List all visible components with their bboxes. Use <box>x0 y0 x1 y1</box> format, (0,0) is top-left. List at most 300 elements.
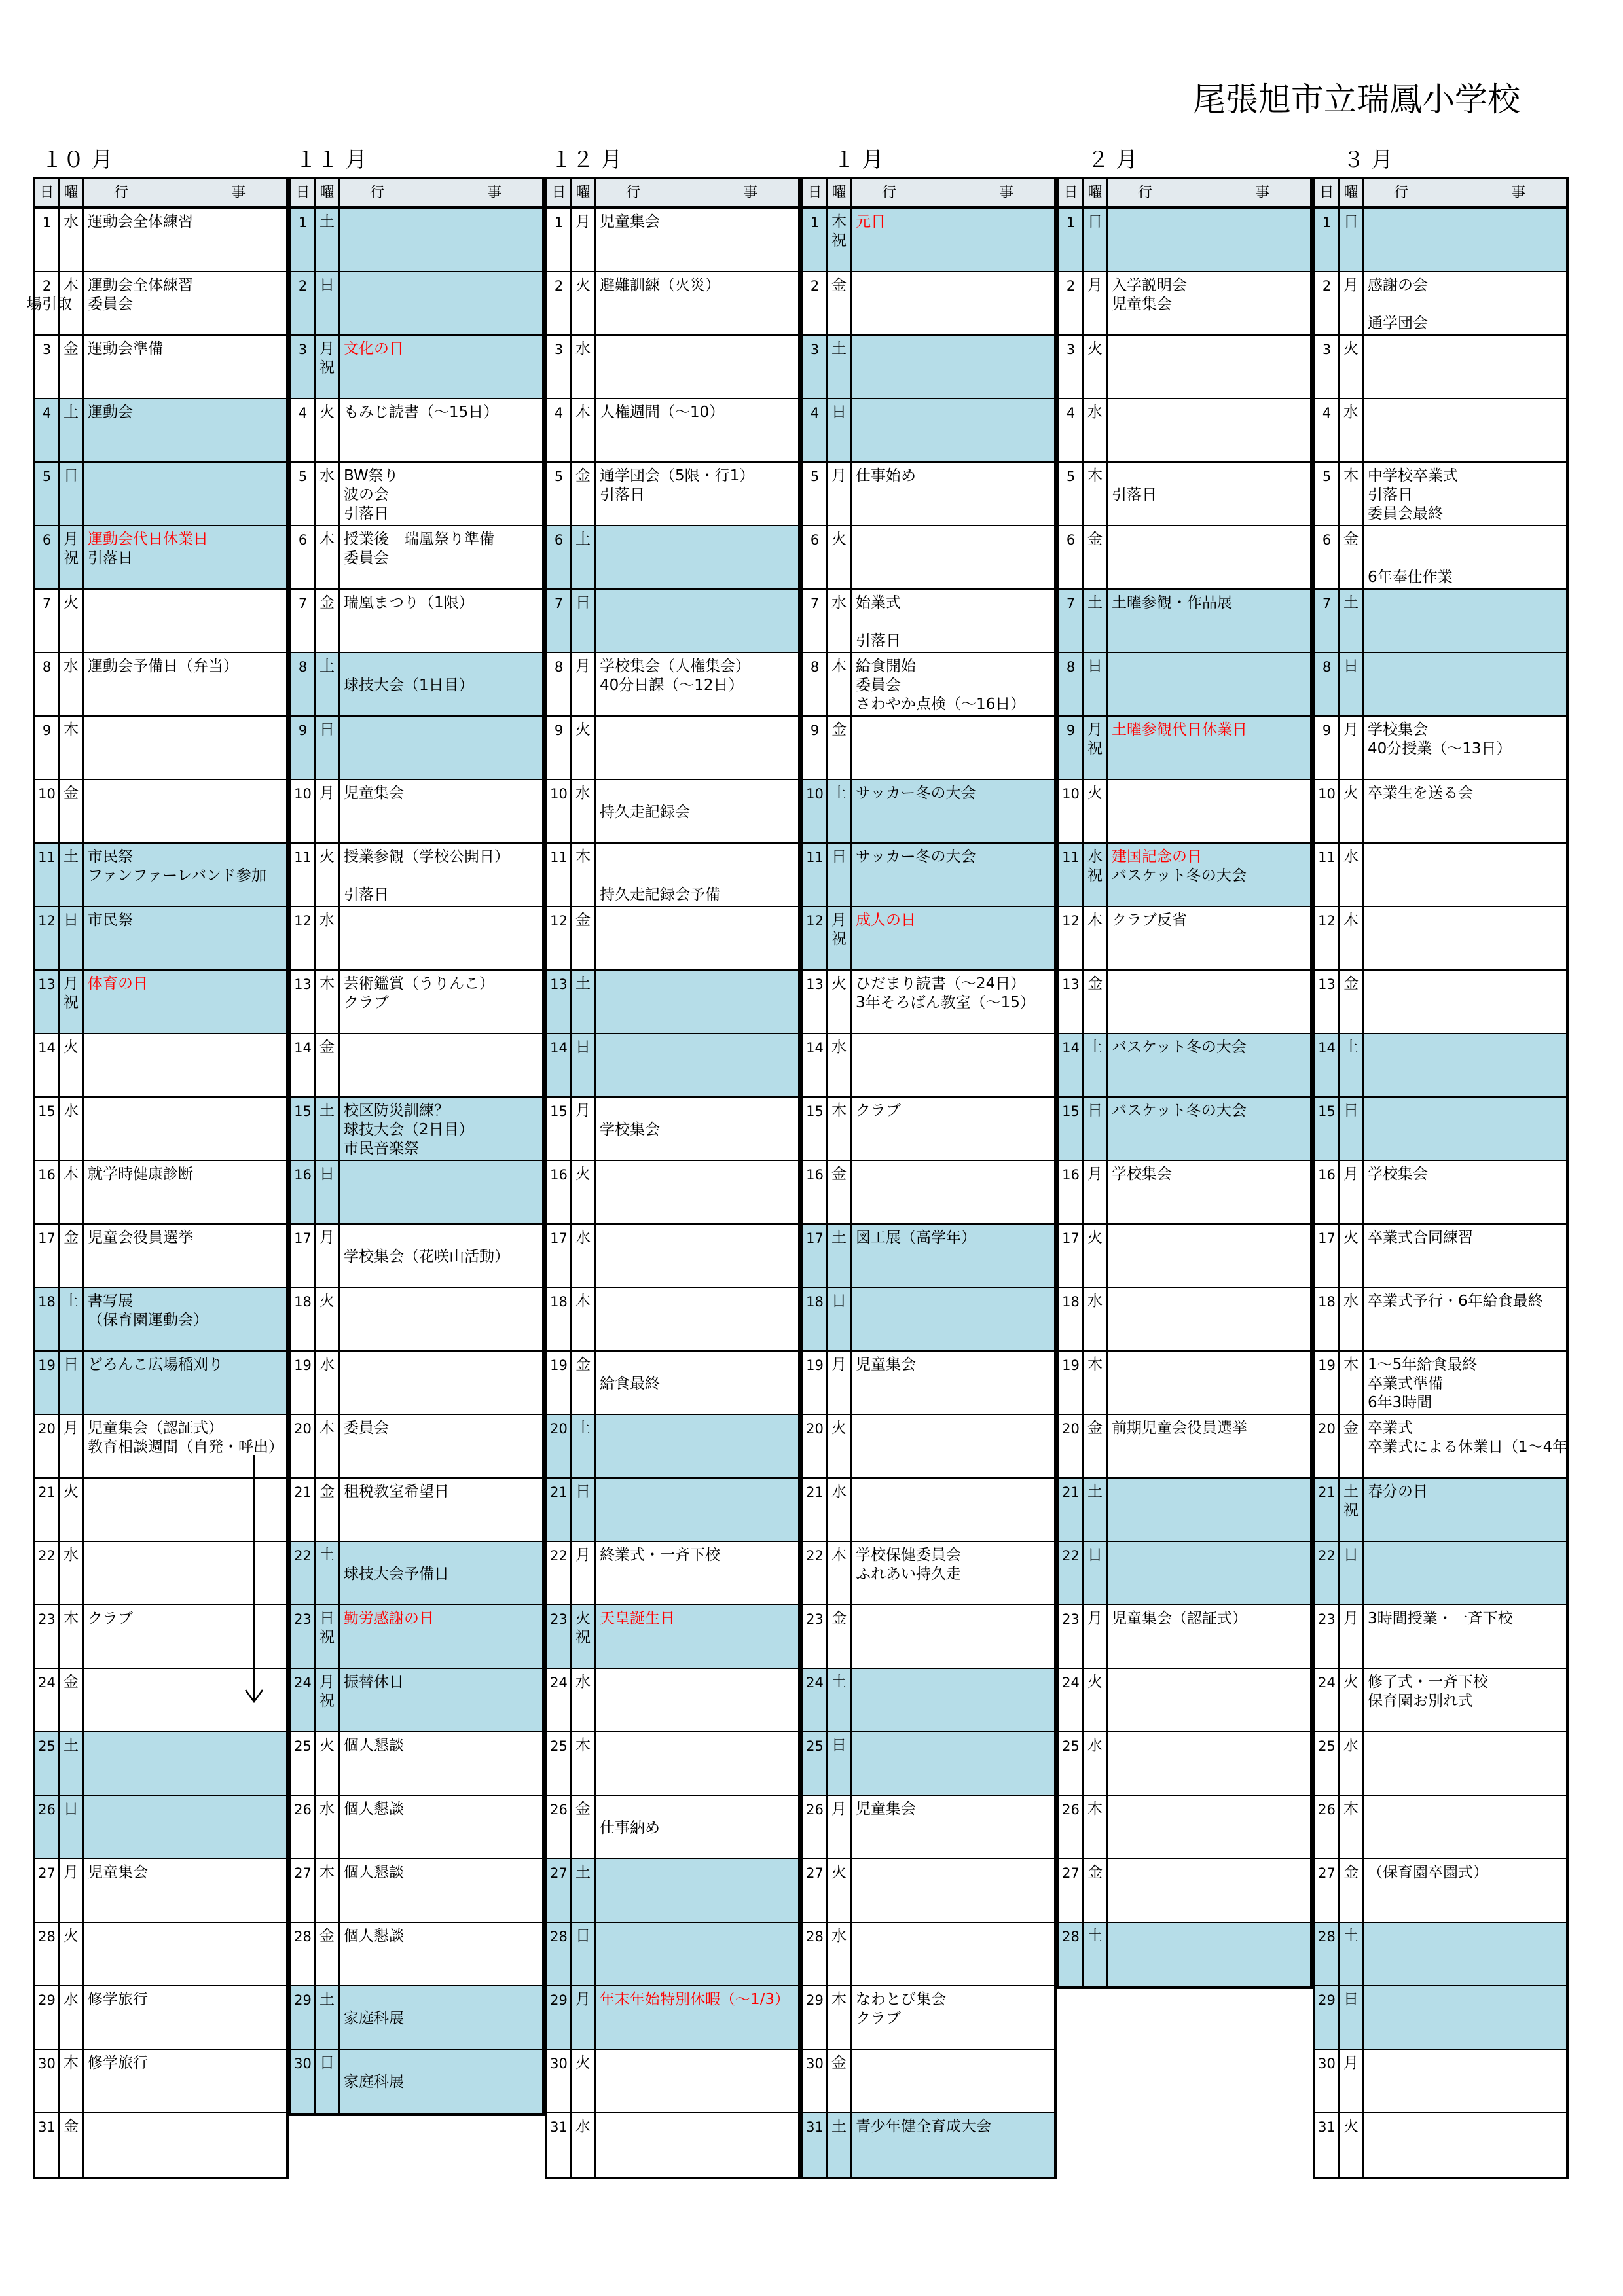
day-row <box>1315 1098 1566 1161</box>
day-row <box>803 209 1054 272</box>
day-row <box>1315 1923 1566 1986</box>
event-line: 勤労感謝の日 <box>344 1610 434 1627</box>
event-line <box>1368 549 1566 568</box>
day-number: 31 <box>547 2113 572 2177</box>
event-line: 学校保健委員会 <box>856 1547 961 1564</box>
event-line: 個人懇談 <box>344 1864 404 1881</box>
day-row <box>547 780 798 844</box>
day-row <box>35 1923 286 1986</box>
event-line: 修了式・一斉下校 <box>1368 1674 1488 1691</box>
weekday: 日 <box>319 2054 335 2072</box>
day-number: 3 <box>1059 336 1084 398</box>
weekday-cell <box>828 1542 852 1604</box>
weekday-cell <box>1340 2113 1364 2177</box>
day-number: 9 <box>35 717 60 779</box>
weekday-cell <box>1340 272 1364 334</box>
event-cell <box>1108 272 1310 334</box>
day-row <box>1059 1352 1310 1415</box>
event-cell <box>340 1732 542 1795</box>
weekday-cell <box>60 1225 84 1287</box>
holiday-mark: 祝 <box>1087 867 1103 884</box>
weekday: 月 <box>1343 721 1359 738</box>
weekday: 金 <box>1343 975 1359 992</box>
day-row <box>803 1605 1054 1669</box>
weekday: 木 <box>319 975 335 992</box>
day-number: 16 <box>1315 1161 1340 1223</box>
weekday: 木 <box>1343 1356 1359 1373</box>
event-line: 球技大会（2日目） <box>344 1121 474 1138</box>
day-number: 30 <box>291 2050 316 2113</box>
day-number: 18 <box>1059 1288 1084 1350</box>
header-day: 日 <box>547 179 572 206</box>
table-header-row <box>547 179 798 209</box>
weekday-cell <box>572 1732 596 1795</box>
day-row <box>803 399 1054 463</box>
day-number: 19 <box>291 1352 316 1414</box>
event-line: 図工展（高学年） <box>856 1229 976 1246</box>
event-line <box>344 1229 542 1247</box>
day-rows <box>547 209 798 2177</box>
day-number: 24 <box>291 1669 316 1731</box>
event-cell <box>1364 463 1566 525</box>
weekday-cell <box>60 526 84 588</box>
table-header-row <box>1315 179 1566 209</box>
event-cell <box>852 2050 1054 2112</box>
day-row <box>35 1732 286 1796</box>
event-line <box>600 1355 798 1374</box>
day-number: 6 <box>291 526 316 588</box>
weekday-cell <box>1340 1161 1364 1223</box>
event-line: 家庭科展 <box>344 2010 404 2027</box>
day-row <box>547 1352 798 1415</box>
day-number: 9 <box>547 717 572 779</box>
day-row <box>291 1034 542 1098</box>
weekday: 日 <box>1087 658 1103 675</box>
weekday: 金 <box>1087 531 1103 548</box>
weekday: 水 <box>64 213 79 230</box>
day-row <box>1315 1859 1566 1923</box>
day-row <box>35 1288 286 1352</box>
weekday: 木 <box>831 1102 847 1119</box>
weekday-cell <box>60 1859 84 1922</box>
day-number: 23 <box>35 1605 60 1668</box>
day-row <box>547 1225 798 1288</box>
header-event-right: 事 <box>742 185 757 201</box>
weekday: 木 <box>64 721 79 738</box>
event-line: 通学団会 <box>1368 315 1428 332</box>
event-line: クラブ <box>856 1102 901 1119</box>
day-number: 8 <box>1059 653 1084 715</box>
event-line: 3年そろばん教室（～15） <box>856 994 1035 1011</box>
event-line <box>600 848 798 867</box>
weekday: 火 <box>1087 1674 1103 1691</box>
day-row <box>1315 844 1566 907</box>
day-row <box>291 971 542 1034</box>
day-number: 10 <box>291 780 316 842</box>
day-number: 30 <box>803 2050 828 2112</box>
weekday-cell <box>1084 590 1108 652</box>
weekday: 木 <box>831 658 847 675</box>
weekday: 木 <box>575 848 591 865</box>
day-row <box>1315 717 1566 780</box>
event-cell <box>1364 336 1566 398</box>
day-number: 10 <box>1315 780 1340 842</box>
event-line: 個人懇談 <box>344 1928 404 1945</box>
event-cell <box>852 844 1054 906</box>
event-line: （保育園運動会） <box>88 1312 208 1329</box>
day-row <box>35 1098 286 1161</box>
event-cell <box>596 717 798 779</box>
event-line: 終業式・一斉下校 <box>600 1547 720 1564</box>
day-number: 8 <box>291 653 316 715</box>
day-number: 14 <box>803 1034 828 1096</box>
weekday-cell <box>1084 1479 1108 1541</box>
event-line: バスケット冬の大会 <box>1112 1102 1247 1119</box>
day-number: 10 <box>803 780 828 842</box>
weekday: 木 <box>1087 467 1103 484</box>
day-number: 4 <box>1315 399 1340 461</box>
weekday-cell <box>572 907 596 969</box>
event-cell <box>1108 209 1310 271</box>
day-number: 11 <box>35 844 60 906</box>
event-cell <box>84 272 286 334</box>
event-cell <box>340 1923 542 1985</box>
day-number: 7 <box>803 590 828 652</box>
day-number: 12 <box>1059 907 1084 969</box>
event-cell <box>1364 399 1566 461</box>
day-number: 31 <box>1315 2113 1340 2177</box>
weekday: 水 <box>831 1928 847 1945</box>
event-cell <box>1108 780 1310 842</box>
weekday-cell <box>1340 1859 1364 1922</box>
weekday: 火 <box>575 1610 591 1627</box>
day-row <box>1315 2050 1566 2113</box>
event-cell <box>1364 272 1566 334</box>
day-row <box>803 717 1054 780</box>
weekday: 金 <box>319 1039 335 1056</box>
day-number: 15 <box>803 1098 828 1160</box>
day-number: 26 <box>547 1796 572 1858</box>
day-number: 20 <box>1059 1415 1084 1477</box>
weekday: 土 <box>831 2118 847 2135</box>
day-row <box>35 1605 286 1669</box>
weekday-cell <box>1340 1732 1364 1795</box>
weekday: 火 <box>1343 2118 1359 2135</box>
event-line: もみじ読書（～15日） <box>344 404 499 421</box>
event-cell <box>596 1542 798 1604</box>
weekday-cell <box>572 1669 596 1731</box>
weekday-cell <box>1084 844 1108 906</box>
day-row <box>35 1352 286 1415</box>
event-cell <box>1108 1923 1310 1986</box>
day-number: 29 <box>547 1986 572 2049</box>
header-event-right: 事 <box>230 185 246 201</box>
day-number: 5 <box>1315 463 1340 525</box>
weekday: 月 <box>1087 1166 1103 1183</box>
event-line: 土曜参観・作品展 <box>1112 594 1232 611</box>
weekday-cell <box>1084 971 1108 1033</box>
event-cell <box>852 336 1054 398</box>
day-number: 22 <box>803 1542 828 1604</box>
event-cell <box>852 2113 1054 2177</box>
weekday-cell <box>316 1225 340 1287</box>
event-cell <box>1108 590 1310 652</box>
day-number: 28 <box>1315 1923 1340 1985</box>
event-line: 児童集会（認証式） <box>1112 1610 1247 1627</box>
weekday: 土 <box>575 1420 591 1437</box>
day-number: 13 <box>803 971 828 1033</box>
day-number: 8 <box>547 653 572 715</box>
day-row <box>1315 209 1566 272</box>
event-cell <box>1364 1732 1566 1795</box>
event-cell <box>852 1098 1054 1160</box>
weekday: 日 <box>64 1801 79 1818</box>
event-cell <box>1364 2113 1566 2177</box>
day-number: 23 <box>291 1605 316 1668</box>
day-number: 24 <box>35 1669 60 1731</box>
day-row <box>1315 907 1566 971</box>
day-number: 14 <box>547 1034 572 1096</box>
day-row <box>35 336 286 399</box>
weekday: 火 <box>64 1928 79 1945</box>
weekday-cell <box>828 1986 852 2049</box>
event-cell <box>84 1161 286 1223</box>
day-number: 28 <box>547 1923 572 1985</box>
weekday: 土 <box>1087 594 1103 611</box>
event-cell <box>340 2050 542 2113</box>
day-row <box>291 1796 542 1859</box>
event-cell <box>1108 1732 1310 1795</box>
weekday: 水 <box>575 1674 591 1691</box>
weekday: 火 <box>1087 785 1103 802</box>
day-row <box>35 717 286 780</box>
day-row <box>547 1034 798 1098</box>
weekday-cell <box>60 1669 84 1731</box>
event-cell <box>1108 717 1310 779</box>
day-row <box>291 907 542 971</box>
day-number: 25 <box>35 1732 60 1795</box>
day-number: 2 <box>803 272 828 334</box>
day-row <box>291 1352 542 1415</box>
weekday-cell <box>60 1161 84 1223</box>
day-number: 16 <box>547 1161 572 1223</box>
weekday-cell <box>316 717 340 779</box>
event-cell <box>1108 1605 1310 1668</box>
event-cell <box>596 844 798 906</box>
weekday-cell <box>60 1605 84 1668</box>
day-row <box>1315 1034 1566 1098</box>
weekday: 月 <box>1343 277 1359 294</box>
event-cell <box>1108 336 1310 398</box>
day-row <box>35 463 286 526</box>
weekday: 木 <box>1087 912 1103 929</box>
weekday: 火 <box>575 721 591 738</box>
event-line: 委員会最終 <box>1368 505 1443 522</box>
weekday: 月 <box>575 213 591 230</box>
weekday-cell <box>316 1796 340 1858</box>
weekday: 月 <box>64 1864 79 1881</box>
weekday-cell <box>828 780 852 842</box>
event-line: 教育相談週間（自発・呼出） <box>88 1439 283 1456</box>
weekday: 金 <box>64 1229 79 1246</box>
weekday-cell <box>828 1415 852 1477</box>
weekday: 火 <box>64 1039 79 1056</box>
day-number: 11 <box>1059 844 1084 906</box>
day-row <box>291 844 542 907</box>
weekday: 金 <box>1087 1864 1103 1881</box>
day-number: 28 <box>1059 1923 1084 1986</box>
event-cell <box>596 526 798 588</box>
weekday-cell <box>1340 209 1364 271</box>
weekday: 木 <box>1343 1801 1359 1818</box>
weekday-cell <box>60 1732 84 1795</box>
day-number: 17 <box>803 1225 828 1287</box>
weekday-cell <box>1084 1669 1108 1731</box>
holiday-mark: 祝 <box>1087 740 1103 757</box>
event-line: 元日 <box>856 213 886 230</box>
weekday: 日 <box>64 467 79 484</box>
day-number: 17 <box>35 1225 60 1287</box>
event-line: 青少年健全育成大会 <box>856 2118 991 2135</box>
day-row <box>547 1542 798 1605</box>
day-row <box>291 1923 542 1986</box>
day-row <box>547 844 798 907</box>
event-line: サッカー冬の大会 <box>856 848 976 865</box>
weekday-cell <box>1084 1034 1108 1096</box>
day-number: 31 <box>35 2113 60 2177</box>
day-number: 5 <box>35 463 60 525</box>
day-row <box>803 2050 1054 2113</box>
header-event-right: 事 <box>1510 185 1525 201</box>
month-label: １２ 月 <box>551 147 623 172</box>
weekday: 月 <box>1343 2054 1359 2072</box>
month-table <box>1057 177 1313 1989</box>
weekday-cell <box>316 971 340 1033</box>
weekday-cell <box>316 1732 340 1795</box>
event-cell <box>596 1732 798 1795</box>
weekday-cell <box>1340 463 1364 525</box>
event-line: 引落日 <box>1112 486 1157 503</box>
day-number: 31 <box>803 2113 828 2177</box>
weekday: 水 <box>64 1547 79 1564</box>
weekday-cell <box>1084 1859 1108 1922</box>
header-event-left: 行 <box>882 185 897 201</box>
day-row <box>35 399 286 463</box>
weekday-cell <box>572 1098 596 1160</box>
day-row <box>803 272 1054 336</box>
day-number: 3 <box>547 336 572 398</box>
weekday: 金 <box>1087 975 1103 992</box>
weekday: 金 <box>1343 531 1359 548</box>
event-line: 持久走記録会 <box>600 804 690 821</box>
day-number: 5 <box>803 463 828 525</box>
weekday-cell <box>1340 1669 1364 1731</box>
event-line: 学校集会（花咲山活動） <box>344 1248 509 1265</box>
weekday-cell <box>828 971 852 1033</box>
weekday-cell <box>572 844 596 906</box>
day-number: 9 <box>1059 717 1084 779</box>
weekday: 日 <box>64 912 79 929</box>
day-number: 24 <box>803 1669 828 1731</box>
day-number: 10 <box>1059 780 1084 842</box>
day-number: 18 <box>803 1288 828 1350</box>
weekday: 火 <box>64 594 79 611</box>
weekday: 土 <box>1343 594 1359 611</box>
weekday-cell <box>60 1796 84 1858</box>
day-row <box>1059 653 1310 717</box>
weekday-cell <box>316 1986 340 2049</box>
event-cell <box>596 1225 798 1287</box>
weekday: 火 <box>319 1737 335 1754</box>
day-number: 13 <box>35 971 60 1033</box>
event-cell <box>84 1796 286 1858</box>
weekday: 月 <box>1343 1610 1359 1627</box>
weekday: 土 <box>1087 1928 1103 1945</box>
event-cell <box>340 907 542 969</box>
day-number: 26 <box>1059 1796 1084 1858</box>
event-cell <box>84 1479 286 1541</box>
weekday-cell <box>572 1352 596 1414</box>
day-number: 9 <box>1315 717 1340 779</box>
weekday-cell <box>572 272 596 334</box>
header-weekday: 曜 <box>1340 179 1364 206</box>
weekday-cell <box>1084 1225 1108 1287</box>
weekday: 金 <box>1343 1420 1359 1437</box>
header-event-right: 事 <box>1254 185 1269 201</box>
event-cell <box>340 1796 542 1858</box>
weekday-cell <box>316 463 340 525</box>
day-row <box>291 1669 542 1732</box>
event-line: 天皇誕生日 <box>600 1610 675 1627</box>
event-cell <box>1364 1605 1566 1668</box>
event-line: 前期児童会役員選挙 <box>1112 1420 1247 1437</box>
weekday-cell <box>572 526 596 588</box>
weekday-cell <box>828 272 852 334</box>
day-row <box>1059 1098 1310 1161</box>
event-cell <box>84 1542 286 1604</box>
day-number: 7 <box>291 590 316 652</box>
day-number: 12 <box>1315 907 1340 969</box>
day-number: 21 <box>35 1479 60 1541</box>
day-number: 20 <box>547 1415 572 1477</box>
day-number: 19 <box>1315 1352 1340 1414</box>
weekday: 金 <box>831 721 847 738</box>
weekday: 火 <box>831 531 847 548</box>
weekday-cell <box>1340 590 1364 652</box>
day-number: 12 <box>803 907 828 969</box>
event-line: 卒業式予行・6年給食最終 <box>1368 1293 1543 1310</box>
event-cell <box>84 1732 286 1795</box>
event-cell <box>852 1605 1054 1668</box>
weekday-cell <box>60 336 84 398</box>
weekday-cell <box>60 971 84 1033</box>
event-line: 授業参観（学校公開日） <box>344 848 509 865</box>
weekday: 日 <box>575 1039 591 1056</box>
weekday: 月 <box>1343 1166 1359 1183</box>
day-row <box>35 1796 286 1859</box>
header-event-left: 行 <box>114 185 129 201</box>
event-cell <box>596 209 798 271</box>
day-number: 28 <box>35 1923 60 1985</box>
header-event <box>1364 179 1566 206</box>
day-number: 15 <box>291 1098 316 1160</box>
weekday-cell <box>316 1161 340 1223</box>
event-line: 土曜参観代日休業日 <box>1112 721 1247 738</box>
event-line <box>344 2054 542 2073</box>
event-cell <box>1108 1288 1310 1350</box>
event-cell <box>1364 1986 1566 2049</box>
header-weekday: 曜 <box>60 179 84 206</box>
